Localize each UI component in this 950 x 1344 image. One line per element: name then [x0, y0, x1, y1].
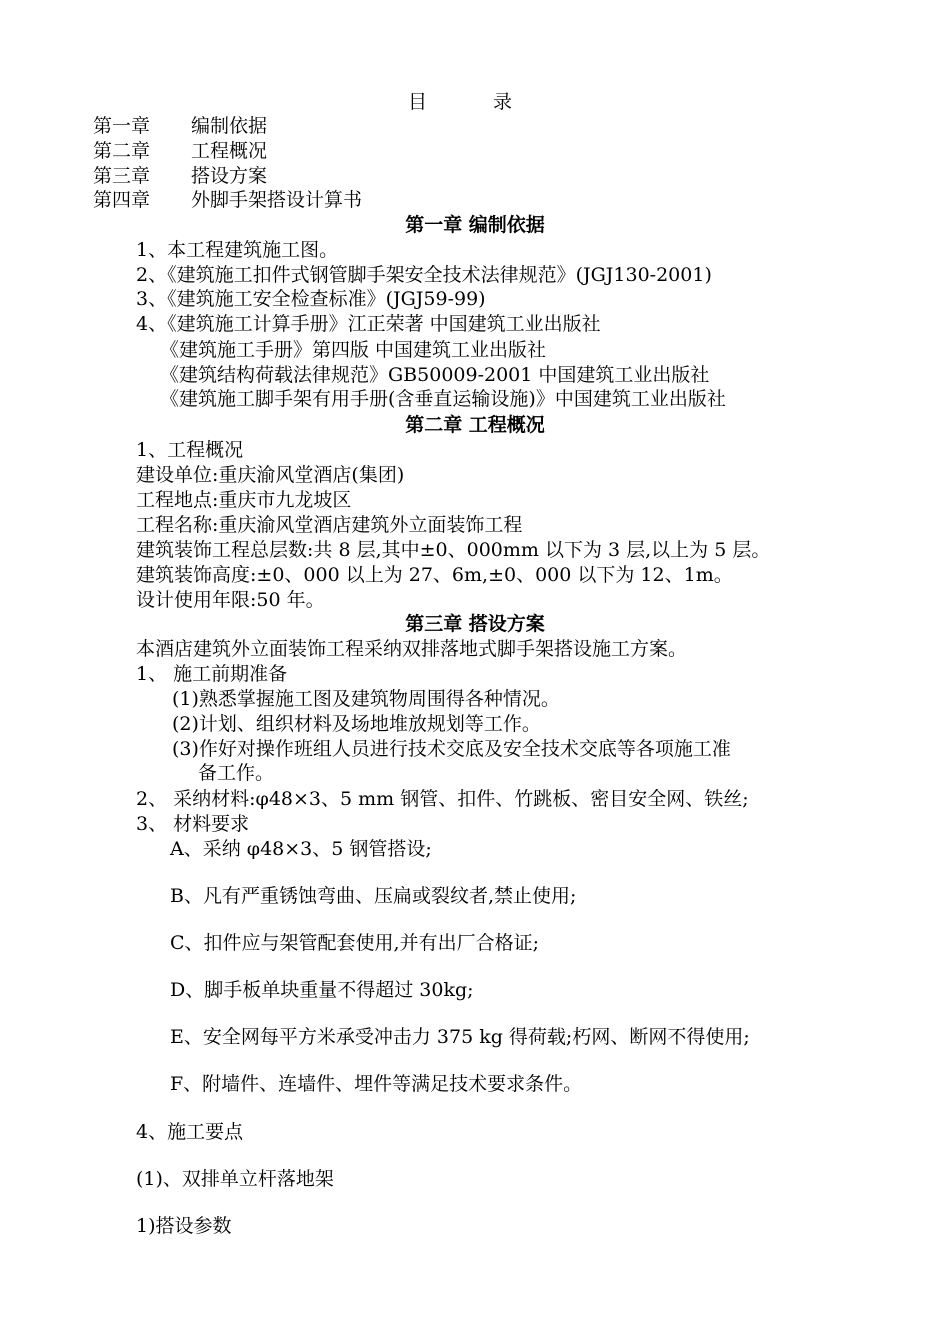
- body-line: 4、《建筑施工计算手册》江正荣著 中国建筑工业出版社: [136, 313, 601, 335]
- toc-item-number: 第三章: [93, 165, 151, 187]
- body-line: 工程名称:重庆渝风堂酒店建筑外立面装饰工程: [136, 514, 523, 536]
- toc-item-number: 第二章: [93, 140, 151, 162]
- body-line: 《建筑施工手册》第四版 中国建筑工业出版社: [160, 339, 547, 361]
- body-line: 设计使用年限:50 年。: [136, 589, 325, 611]
- section-heading: 3、 材料要求: [136, 813, 250, 835]
- body-line: 1、工程概况: [136, 439, 244, 461]
- list-item: (1)熟悉掌握施工图及建筑物周围得各种情况。: [172, 688, 560, 710]
- toc-item-title: 工程概况: [191, 140, 268, 162]
- body-line: 1、本工程建筑施工图。: [136, 239, 339, 261]
- toc-title: 目 录: [407, 91, 543, 113]
- section-heading: 4、施工要点: [136, 1121, 244, 1143]
- requirement-item: D、脚手板单块重量不得超过 30kg;: [170, 979, 474, 1001]
- requirement-item: B、凡有严重锈蚀弯曲、压扁或裂纹者,禁止使用;: [170, 885, 577, 907]
- body-line: 3、《建筑施工安全检查标准》(JGJ59-99): [136, 288, 486, 310]
- toc-item-title: 搭设方案: [191, 165, 268, 187]
- body-line: 工程地点:重庆市九龙坡区: [136, 489, 352, 511]
- toc-item: [93, 188, 362, 213]
- subsection-heading: (1)、双排单立杆落地架: [136, 1168, 334, 1190]
- body-line: 《建筑结构荷载法律规范》GB50009-2001 中国建筑工业出版社: [160, 364, 710, 386]
- chapter-heading: 第一章 编制依据: [405, 214, 545, 236]
- body-line: 《建筑施工脚手架有用手册(含垂直运输设施)》中国建筑工业出版社: [160, 388, 726, 410]
- requirement-item: F、附墙件、连墙件、埋件等满足技术要求条件。: [170, 1073, 583, 1095]
- body-line: 本酒店建筑外立面装饰工程采纳双排落地式脚手架搭设施工方案。: [136, 638, 688, 660]
- list-item: (3)作好对操作班组人员进行技术交底及安全技术交底等各项施工准: [172, 738, 731, 760]
- requirement-item: A、采纳 φ48×3、5 钢管搭设;: [170, 838, 432, 860]
- toc-item: [93, 139, 267, 164]
- chapter-heading: 第二章 工程概况: [405, 414, 545, 436]
- toc-item: [93, 114, 267, 139]
- requirement-item: E、安全网每平方米承受冲击力 375 kg 得荷载;朽网、断网不得使用;: [170, 1026, 750, 1048]
- body-line: 2、《建筑施工扣件式钢管脚手架安全技术法律规范》(JGJ130-2001): [136, 264, 712, 286]
- toc-item: [93, 164, 267, 189]
- requirement-item: C、扣件应与架管配套使用,并有出厂合格证;: [170, 932, 539, 954]
- body-line: 建筑装饰工程总层数:共 8 层,其中±0、000mm 以下为 3 层,以上为 5 层。: [136, 539, 771, 561]
- toc-item-title: 编制依据: [191, 115, 268, 137]
- list-item: (2)计划、组织材料及场地堆放规划等工作。: [172, 713, 541, 735]
- body-line: 建设单位:重庆渝风堂酒店(集团): [136, 464, 405, 486]
- list-item-continuation: 备工作。: [198, 762, 275, 784]
- body-line: 建筑装饰高度:±0、000 以上为 27、6m,±0、000 以下为 12、1m。: [136, 564, 733, 586]
- subsection-heading: 1)搭设参数: [136, 1215, 232, 1237]
- toc-item-title: 外脚手架搭设计算书: [191, 189, 363, 211]
- section-heading: 2、 采纳材料:φ48×3、5 mm 钢管、扣件、竹跳板、密目安全网、铁丝;: [136, 788, 749, 810]
- chapter-heading: 第三章 搭设方案: [405, 613, 545, 635]
- toc-item-number: 第一章: [93, 115, 151, 137]
- toc-item-number: 第四章: [93, 189, 151, 211]
- section-heading: 1、 施工前期准备: [136, 663, 288, 685]
